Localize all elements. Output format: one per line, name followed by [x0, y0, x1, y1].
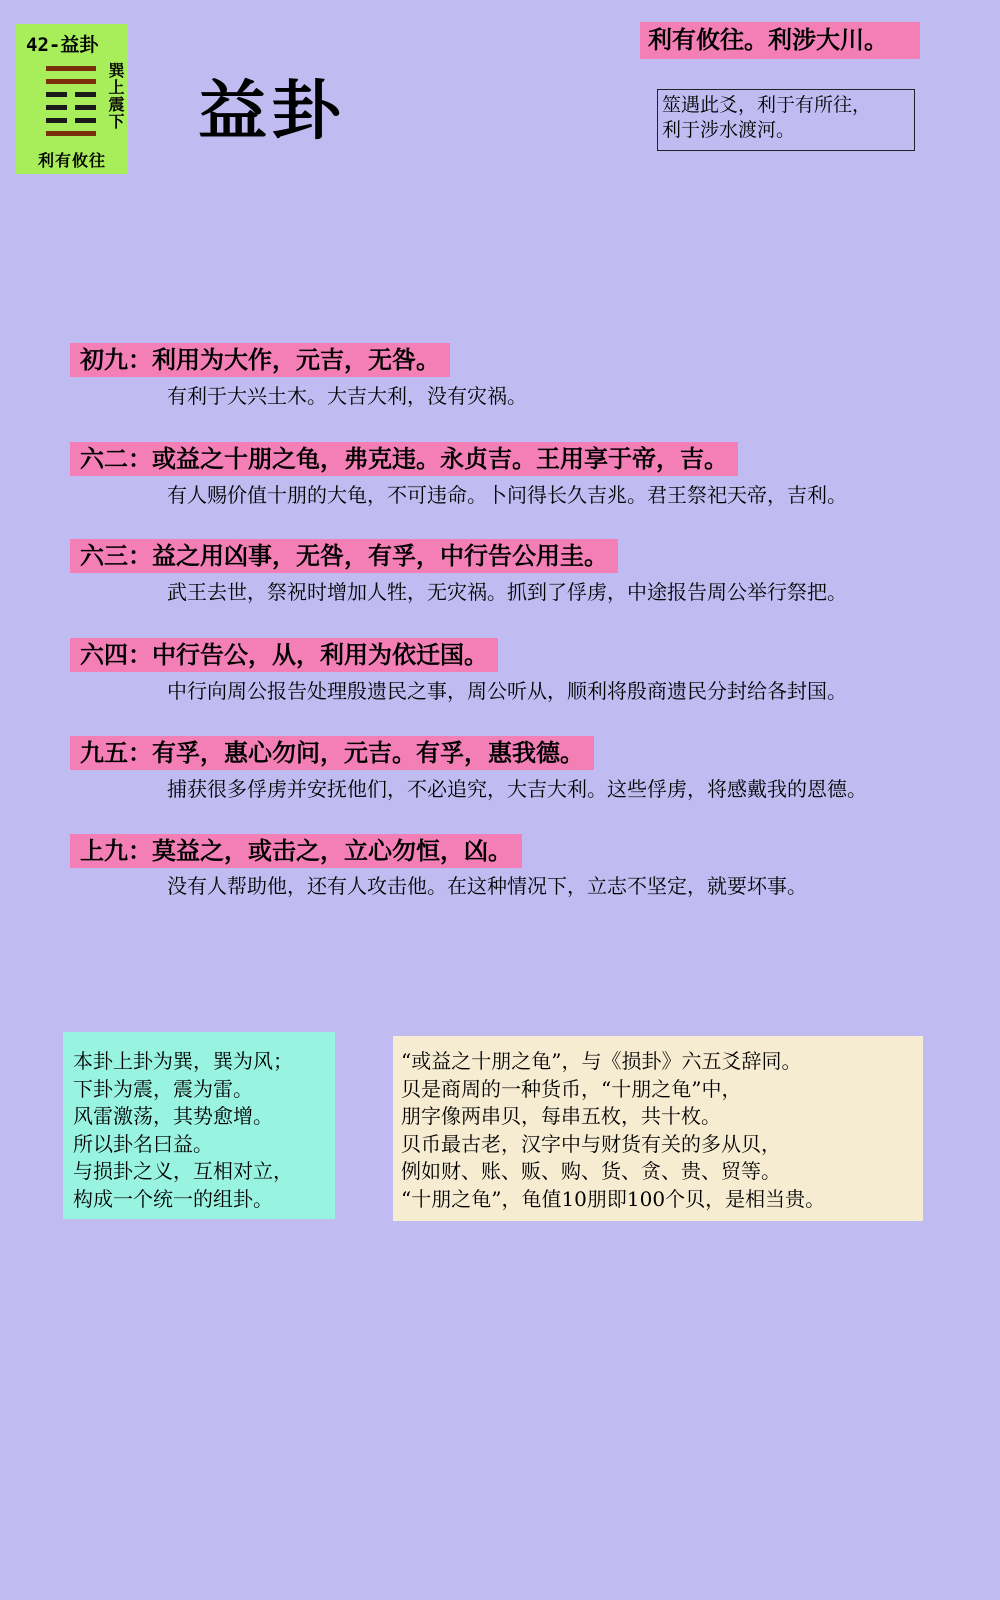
judgement-translation [657, 89, 915, 151]
yao-head-3: 六三：益之用凶事，无咎，有孚，中行告公用圭。 [70, 539, 618, 573]
yao-translation-4: 中行向周公报告处理殷遗民之事，周公听从，顺利将殷商遗民分封给各封国。 [167, 679, 847, 703]
note-line: 贝是商周的一种货币，“十朋之龟”中， [401, 1076, 742, 1101]
yao-translation-6: 没有人帮助他，还有人攻击他。在这种情况下，立志不坚定，就要坏事。 [167, 874, 807, 898]
note-trigram-meaning [63, 1032, 335, 1219]
note-line: “或益之十朋之龟”，与《损卦》六五爻辞同。 [401, 1049, 802, 1073]
note-line: 风雷激荡，其势愈增。 [73, 1104, 273, 1128]
hexagram-trigram-label: 巽上震下 [106, 62, 125, 130]
judgement-text: 利有攸往。利涉大川。 [640, 22, 920, 59]
note-line: 例如财、账、贩、购、货、贪、贵、贸等。 [401, 1159, 781, 1183]
judgement-translation-line: 利于涉水渡河。 [662, 119, 796, 141]
yao-translation-2: 有人赐价值十朋的大龟，不可违命。卜问得长久吉兆。君王祭祀天帝，吉利。 [167, 483, 847, 507]
hexagram-card [16, 24, 128, 174]
judgement-translation-line: 筮遇此爻，利于有所往， [662, 94, 872, 116]
hexagram-line [46, 66, 96, 71]
yao-head-2: 六二：或益之十朋之龟，弗克违。永贞吉。王用享于帝，吉。 [70, 442, 738, 476]
hexagram-line [46, 131, 96, 136]
yao-translation-3: 武王去世，祭祝时增加人牲，无灾祸。抓到了俘虏，中途报告周公举行祭把。 [167, 580, 847, 604]
yao-head-6: 上九：莫益之，或击之，立心勿恒，凶。 [70, 834, 522, 868]
hexagram-footer: 利有攸往 [37, 151, 106, 170]
hexagram-number-name: 42-益卦 [26, 34, 99, 56]
page-title: 益卦 [198, 75, 345, 149]
note-line: 本卦上卦为巽，巽为风； [73, 1049, 293, 1073]
yao-head-1: 初九：利用为大作，元吉，无咎。 [70, 343, 450, 377]
yao-head-4: 六四：中行告公，从，利用为依迁国。 [70, 638, 498, 672]
note-line: 贝币最古老，汉字中与财货有关的多从贝， [401, 1131, 781, 1156]
hexagram-line [46, 92, 96, 97]
hexagram-line [46, 105, 96, 110]
yao-translation-5: 捕获很多俘虏并安抚他们，不必追究，大吉大利。这些俘虏，将感戴我的恩德。 [167, 777, 867, 801]
yao-translation-1: 有利于大兴土木。大吉大利，没有灾祸。 [167, 384, 527, 408]
note-line: 所以卦名曰益。 [73, 1131, 213, 1156]
note-shell-currency [393, 1036, 923, 1221]
note-line: 构成一个统一的组卦。 [73, 1186, 273, 1211]
note-line: 朋字像两串贝，每串五枚，共十枚。 [401, 1104, 721, 1128]
hexagram-line [46, 79, 96, 84]
note-line: 与损卦之义，互相对立， [73, 1159, 293, 1183]
yao-head-5: 九五：有孚，惠心勿问，元吉。有孚，惠我德。 [70, 736, 594, 770]
note-line: “十朋之龟”，龟值10朋即100个贝，是相当贵。 [401, 1186, 826, 1211]
hexagram-line [46, 118, 96, 123]
note-line: 下卦为震，震为雷。 [73, 1076, 253, 1101]
